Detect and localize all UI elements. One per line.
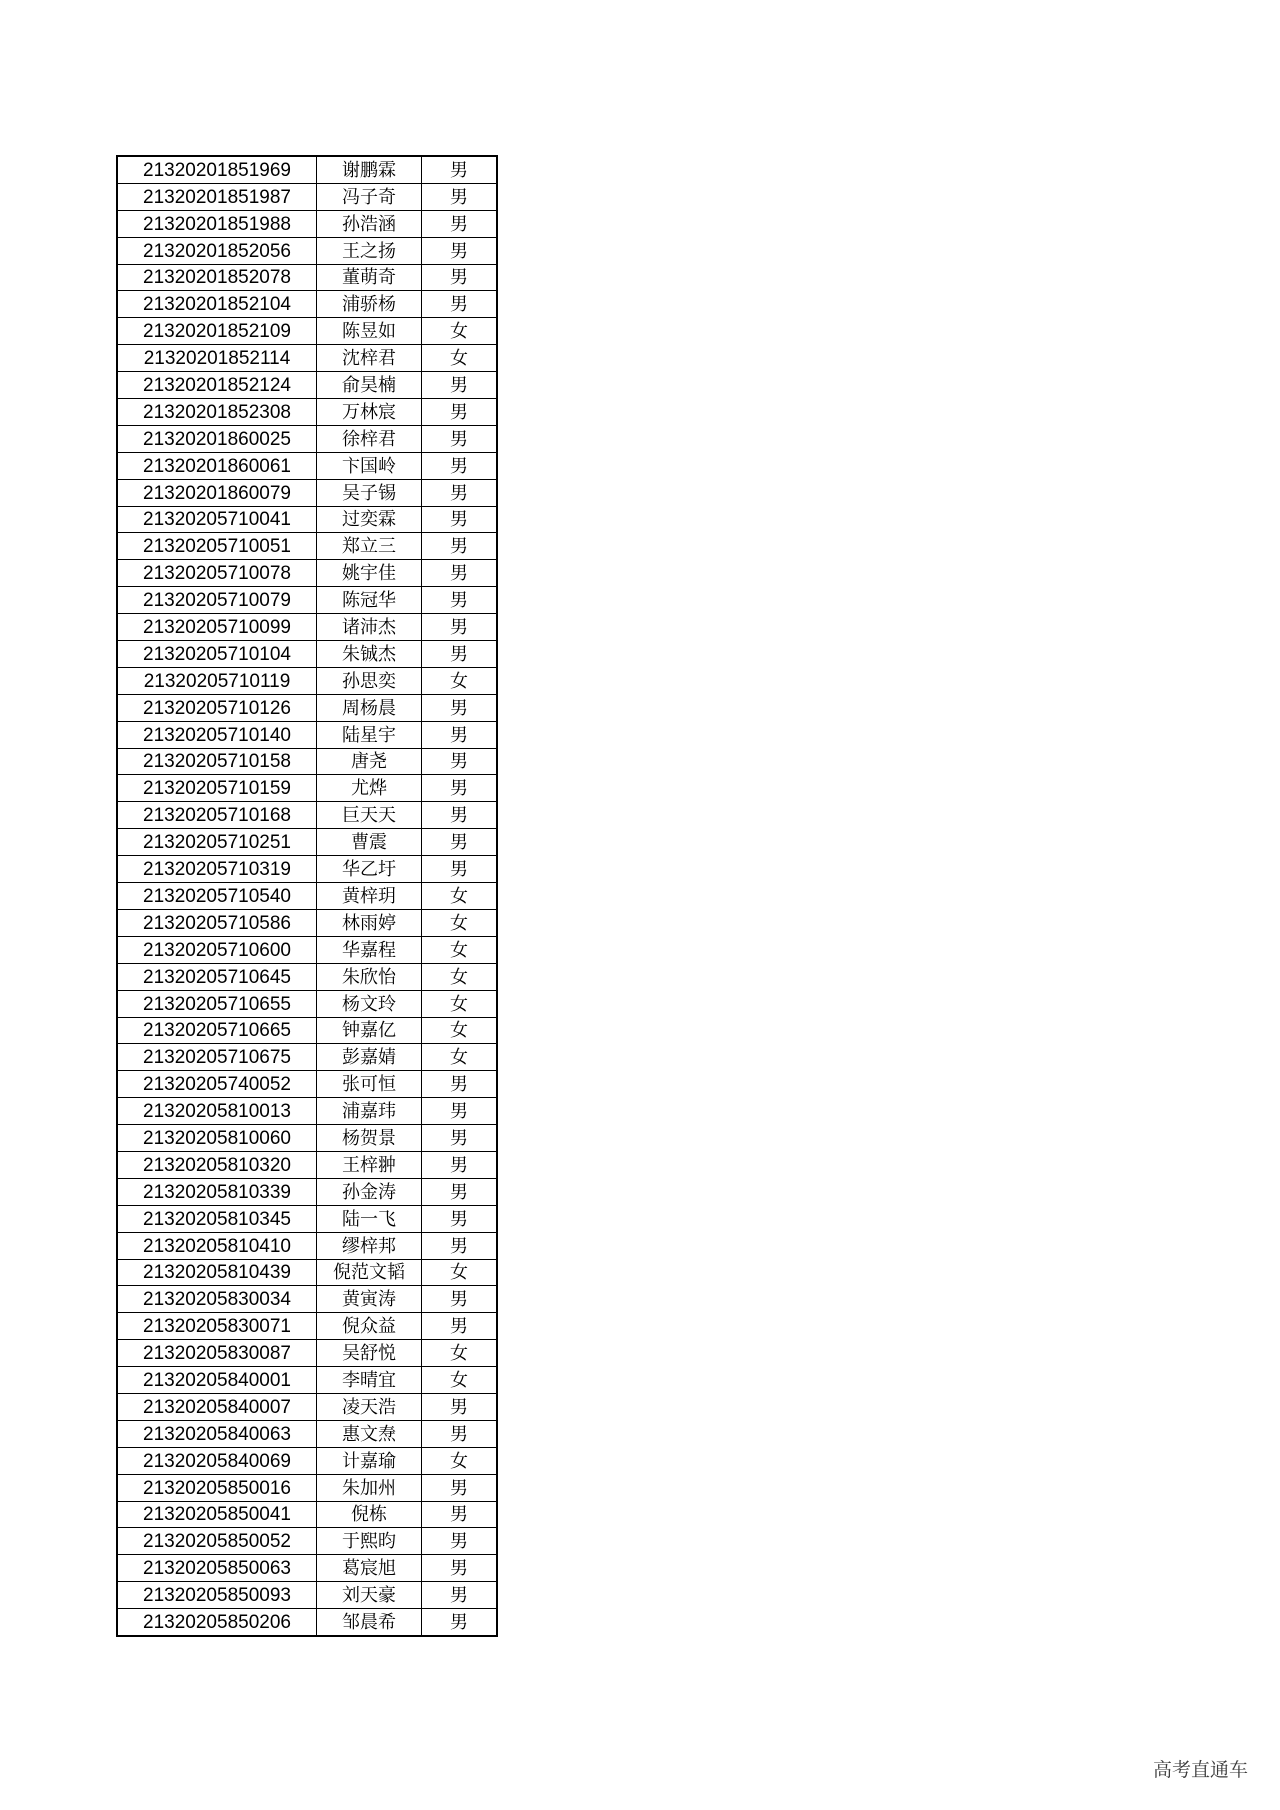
table-row [117, 883, 497, 910]
table-row [117, 156, 497, 183]
student-name-cell: 谢鹏霖 [317, 156, 422, 183]
table-row [117, 587, 497, 614]
student-id-cell: 21320205710251 [117, 829, 317, 856]
student-name-cell: 陈冠华 [317, 587, 422, 614]
student-name-cell: 计嘉瑜 [317, 1447, 422, 1474]
student-id-cell: 21320205850052 [117, 1528, 317, 1555]
student-id-cell: 21320201851969 [117, 156, 317, 183]
student-name-cell: 黄梓玥 [317, 883, 422, 910]
student-gender-cell: 男 [422, 399, 498, 426]
table-row [117, 479, 497, 506]
table-row [117, 1555, 497, 1582]
student-id-cell: 21320201852124 [117, 372, 317, 399]
table-row [117, 1393, 497, 1420]
student-gender-cell: 女 [422, 990, 498, 1017]
table-row [117, 1151, 497, 1178]
student-id-cell: 21320205710126 [117, 694, 317, 721]
student-name-cell: 华嘉程 [317, 936, 422, 963]
table-row [117, 1205, 497, 1232]
student-id-cell: 21320205830034 [117, 1286, 317, 1313]
student-name-cell: 徐梓君 [317, 425, 422, 452]
table-row [117, 425, 497, 452]
student-id-cell: 21320205810060 [117, 1125, 317, 1152]
table-row [117, 1609, 497, 1636]
student-roster-table [116, 155, 498, 1637]
student-name-cell: 万林宸 [317, 399, 422, 426]
student-id-cell: 21320201852109 [117, 318, 317, 345]
student-gender-cell: 男 [422, 425, 498, 452]
student-gender-cell: 男 [422, 1232, 498, 1259]
table-row [117, 560, 497, 587]
table-row [117, 990, 497, 1017]
student-name-cell: 陈昱如 [317, 318, 422, 345]
table-row [117, 1313, 497, 1340]
student-id-cell: 21320205810345 [117, 1205, 317, 1232]
table-row [117, 1286, 497, 1313]
student-id-cell: 21320205850093 [117, 1582, 317, 1609]
table-row [117, 721, 497, 748]
student-gender-cell: 男 [422, 1609, 498, 1636]
student-id-cell: 21320205830087 [117, 1340, 317, 1367]
student-id-cell: 21320205840007 [117, 1393, 317, 1420]
table-row [117, 829, 497, 856]
student-id-cell: 21320205810320 [117, 1151, 317, 1178]
student-gender-cell: 男 [422, 721, 498, 748]
student-name-cell: 王梓翀 [317, 1151, 422, 1178]
table-row [117, 237, 497, 264]
student-name-cell: 卞国岭 [317, 452, 422, 479]
table-row [117, 1420, 497, 1447]
student-gender-cell: 女 [422, 1017, 498, 1044]
student-gender-cell: 女 [422, 1367, 498, 1394]
table-row [117, 345, 497, 372]
student-gender-cell: 男 [422, 641, 498, 668]
student-gender-cell: 男 [422, 183, 498, 210]
student-id-cell: 21320205710600 [117, 936, 317, 963]
student-name-cell: 孙浩涵 [317, 210, 422, 237]
student-name-cell: 沈梓君 [317, 345, 422, 372]
table-row [117, 694, 497, 721]
student-gender-cell: 男 [422, 479, 498, 506]
student-gender-cell: 女 [422, 667, 498, 694]
table-row [117, 372, 497, 399]
student-id-cell: 21320205850063 [117, 1555, 317, 1582]
student-id-cell: 21320201852104 [117, 291, 317, 318]
student-name-cell: 黄寅涛 [317, 1286, 422, 1313]
student-gender-cell: 女 [422, 318, 498, 345]
student-id-cell: 21320205740052 [117, 1071, 317, 1098]
student-name-cell: 林雨婷 [317, 909, 422, 936]
student-name-cell: 吴舒悦 [317, 1340, 422, 1367]
student-id-cell: 21320205710119 [117, 667, 317, 694]
student-name-cell: 倪众益 [317, 1313, 422, 1340]
table-row [117, 452, 497, 479]
student-name-cell: 彭嘉婧 [317, 1044, 422, 1071]
table-row [117, 1259, 497, 1286]
student-name-cell: 孙金涛 [317, 1178, 422, 1205]
student-gender-cell: 男 [422, 856, 498, 883]
student-id-cell: 21320205850206 [117, 1609, 317, 1636]
student-gender-cell: 男 [422, 1501, 498, 1528]
student-id-cell: 21320205710140 [117, 721, 317, 748]
student-gender-cell: 男 [422, 506, 498, 533]
table-row [117, 1125, 497, 1152]
table-row [117, 909, 497, 936]
student-id-cell: 21320201852056 [117, 237, 317, 264]
table-row [117, 1447, 497, 1474]
student-gender-cell: 男 [422, 291, 498, 318]
student-gender-cell: 男 [422, 1178, 498, 1205]
table-row [117, 1582, 497, 1609]
student-id-cell: 21320201860061 [117, 452, 317, 479]
student-name-cell: 杨贺景 [317, 1125, 422, 1152]
student-id-cell: 21320205710158 [117, 748, 317, 775]
student-id-cell: 21320205710078 [117, 560, 317, 587]
table-row [117, 775, 497, 802]
student-gender-cell: 男 [422, 829, 498, 856]
student-id-cell: 21320205710041 [117, 506, 317, 533]
student-id-cell: 21320205710540 [117, 883, 317, 910]
student-gender-cell: 男 [422, 1098, 498, 1125]
student-name-cell: 诸沛杰 [317, 614, 422, 641]
student-id-cell: 21320201851988 [117, 210, 317, 237]
student-name-cell: 冯子奇 [317, 183, 422, 210]
student-gender-cell: 男 [422, 1125, 498, 1152]
roster-table-body [117, 156, 497, 1636]
student-gender-cell: 男 [422, 614, 498, 641]
table-row [117, 856, 497, 883]
student-gender-cell: 女 [422, 1447, 498, 1474]
table-row [117, 802, 497, 829]
student-id-cell: 21320201851987 [117, 183, 317, 210]
table-row [117, 1017, 497, 1044]
table-row [117, 1044, 497, 1071]
student-id-cell: 21320205840063 [117, 1420, 317, 1447]
student-gender-cell: 男 [422, 1582, 498, 1609]
student-gender-cell: 男 [422, 264, 498, 291]
student-gender-cell: 男 [422, 1393, 498, 1420]
student-id-cell: 21320205710099 [117, 614, 317, 641]
student-name-cell: 陆一飞 [317, 1205, 422, 1232]
student-gender-cell: 男 [422, 1151, 498, 1178]
student-gender-cell: 男 [422, 156, 498, 183]
student-id-cell: 21320205710586 [117, 909, 317, 936]
student-gender-cell: 男 [422, 694, 498, 721]
student-name-cell: 陆星宇 [317, 721, 422, 748]
table-row [117, 963, 497, 990]
student-name-cell: 孙思奕 [317, 667, 422, 694]
student-gender-cell: 男 [422, 1474, 498, 1501]
student-id-cell: 21320205810439 [117, 1259, 317, 1286]
student-gender-cell: 男 [422, 802, 498, 829]
student-id-cell: 21320201860025 [117, 425, 317, 452]
student-name-cell: 钟嘉亿 [317, 1017, 422, 1044]
student-gender-cell: 女 [422, 1259, 498, 1286]
student-name-cell: 郑立三 [317, 533, 422, 560]
student-name-cell: 巨天天 [317, 802, 422, 829]
student-id-cell: 21320205710655 [117, 990, 317, 1017]
student-name-cell: 尤烨 [317, 775, 422, 802]
student-id-cell: 21320205830071 [117, 1313, 317, 1340]
student-id-cell: 21320205710104 [117, 641, 317, 668]
table-row [117, 1501, 497, 1528]
table-row [117, 506, 497, 533]
table-row [117, 1071, 497, 1098]
table-row [117, 1232, 497, 1259]
table-row [117, 641, 497, 668]
student-name-cell: 朱加州 [317, 1474, 422, 1501]
student-id-cell: 21320205710645 [117, 963, 317, 990]
student-id-cell: 21320205850016 [117, 1474, 317, 1501]
student-gender-cell: 女 [422, 1340, 498, 1367]
student-id-cell: 21320201852078 [117, 264, 317, 291]
student-gender-cell: 男 [422, 560, 498, 587]
table-row [117, 318, 497, 345]
student-gender-cell: 男 [422, 1555, 498, 1582]
student-id-cell: 21320205850041 [117, 1501, 317, 1528]
student-name-cell: 曹震 [317, 829, 422, 856]
student-id-cell: 21320205710675 [117, 1044, 317, 1071]
table-row [117, 1340, 497, 1367]
student-gender-cell: 女 [422, 883, 498, 910]
student-name-cell: 刘天豪 [317, 1582, 422, 1609]
table-row [117, 614, 497, 641]
student-name-cell: 过奕霖 [317, 506, 422, 533]
student-id-cell: 21320205710168 [117, 802, 317, 829]
student-id-cell: 21320205810410 [117, 1232, 317, 1259]
student-name-cell: 倪范文韬 [317, 1259, 422, 1286]
student-gender-cell: 女 [422, 936, 498, 963]
student-gender-cell: 男 [422, 1071, 498, 1098]
table-row [117, 1528, 497, 1555]
student-gender-cell: 男 [422, 210, 498, 237]
table-row [117, 1178, 497, 1205]
student-gender-cell: 男 [422, 452, 498, 479]
student-gender-cell: 男 [422, 587, 498, 614]
student-gender-cell: 男 [422, 533, 498, 560]
table-row [117, 291, 497, 318]
student-id-cell: 21320201860079 [117, 479, 317, 506]
student-id-cell: 21320201852114 [117, 345, 317, 372]
table-row [117, 667, 497, 694]
student-name-cell: 俞昊楠 [317, 372, 422, 399]
student-gender-cell: 男 [422, 1286, 498, 1313]
table-row [117, 399, 497, 426]
student-name-cell: 朱铖杰 [317, 641, 422, 668]
student-id-cell: 21320205710665 [117, 1017, 317, 1044]
table-row [117, 936, 497, 963]
student-name-cell: 朱欣怡 [317, 963, 422, 990]
student-id-cell: 21320205710079 [117, 587, 317, 614]
student-gender-cell: 男 [422, 1420, 498, 1447]
student-gender-cell: 男 [422, 372, 498, 399]
table-row [117, 1098, 497, 1125]
student-name-cell: 倪栋 [317, 1501, 422, 1528]
student-gender-cell: 男 [422, 1313, 498, 1340]
student-name-cell: 缪梓邦 [317, 1232, 422, 1259]
student-id-cell: 21320205710319 [117, 856, 317, 883]
student-name-cell: 周杨晨 [317, 694, 422, 721]
student-gender-cell: 女 [422, 1044, 498, 1071]
table-row [117, 264, 497, 291]
student-name-cell: 姚宇佳 [317, 560, 422, 587]
student-name-cell: 张可恒 [317, 1071, 422, 1098]
student-gender-cell: 男 [422, 775, 498, 802]
student-gender-cell: 女 [422, 963, 498, 990]
student-id-cell: 21320205810013 [117, 1098, 317, 1125]
watermark-text: 高考直通车 [1152, 1759, 1248, 1781]
table-row [117, 1367, 497, 1394]
student-name-cell: 邹晨希 [317, 1609, 422, 1636]
student-name-cell: 浦骄杨 [317, 291, 422, 318]
student-gender-cell: 男 [422, 237, 498, 264]
student-name-cell: 华乙圩 [317, 856, 422, 883]
table-row [117, 210, 497, 237]
student-name-cell: 葛宸旭 [317, 1555, 422, 1582]
student-gender-cell: 男 [422, 748, 498, 775]
student-gender-cell: 女 [422, 345, 498, 372]
student-name-cell: 于熙昀 [317, 1528, 422, 1555]
student-name-cell: 杨文玲 [317, 990, 422, 1017]
student-id-cell: 21320205840001 [117, 1367, 317, 1394]
student-id-cell: 21320205840069 [117, 1447, 317, 1474]
student-name-cell: 董萌奇 [317, 264, 422, 291]
student-gender-cell: 男 [422, 1205, 498, 1232]
student-name-cell: 李晴宜 [317, 1367, 422, 1394]
student-name-cell: 王之扬 [317, 237, 422, 264]
table-row [117, 748, 497, 775]
student-name-cell: 唐尧 [317, 748, 422, 775]
student-gender-cell: 男 [422, 1528, 498, 1555]
student-name-cell: 凌天浩 [317, 1393, 422, 1420]
table-row [117, 533, 497, 560]
student-gender-cell: 女 [422, 909, 498, 936]
student-id-cell: 21320205710051 [117, 533, 317, 560]
student-id-cell: 21320201852308 [117, 399, 317, 426]
student-id-cell: 21320205810339 [117, 1178, 317, 1205]
student-name-cell: 吴子锡 [317, 479, 422, 506]
table-row [117, 1474, 497, 1501]
table-row [117, 183, 497, 210]
student-id-cell: 21320205710159 [117, 775, 317, 802]
student-name-cell: 浦嘉玮 [317, 1098, 422, 1125]
student-name-cell: 惠文焘 [317, 1420, 422, 1447]
